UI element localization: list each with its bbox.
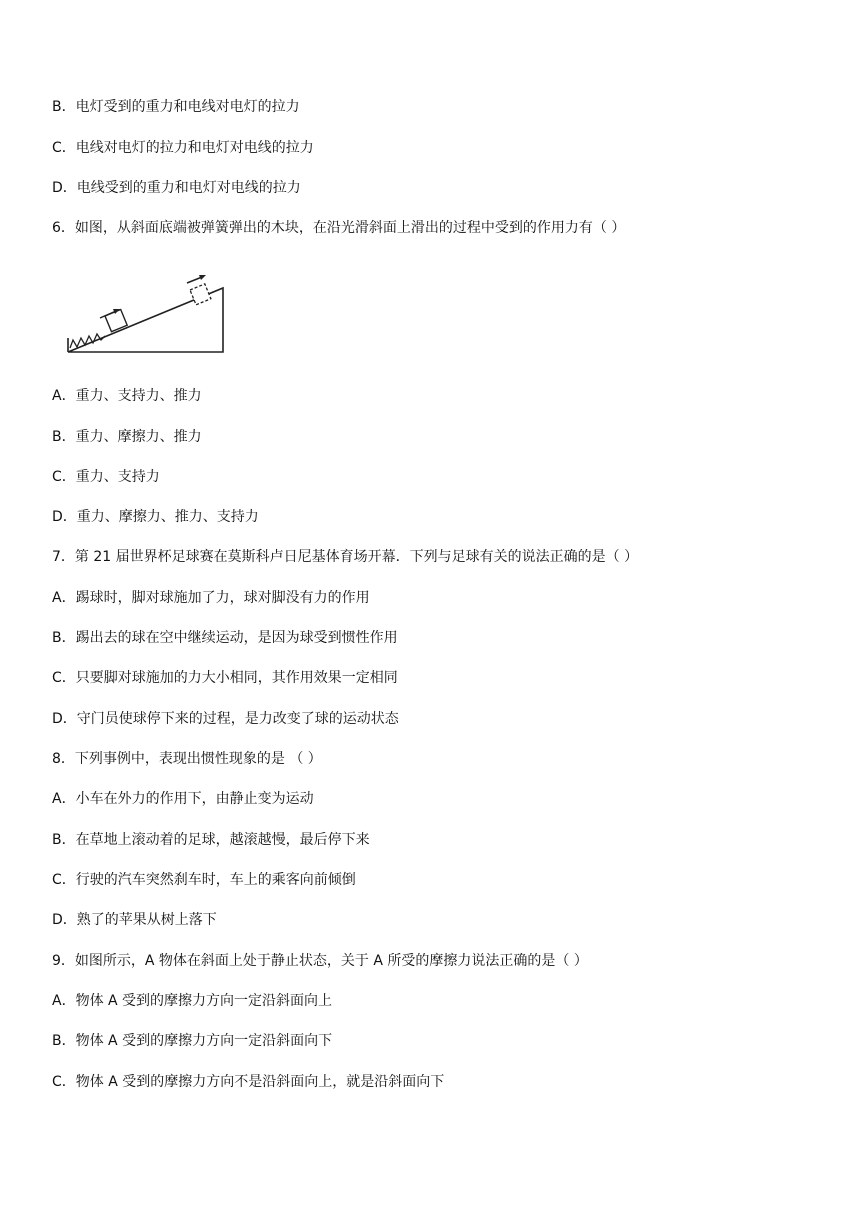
q7-option-c: C．只要脚对球施加的力大小相同，其作用效果一定相同 <box>52 670 398 686</box>
upper-block-dashed <box>190 284 211 305</box>
q6-option-b: B．重力、摩擦力、推力 <box>52 429 202 445</box>
q7-option-d: D．守门员使球停下来的过程，是力改变了球的运动状态 <box>52 711 399 727</box>
q8-option-a: A．小车在外力的作用下，由静止变为运动 <box>52 791 314 807</box>
q6-stem: 6．如图，从斜面底端被弹簧弹出的木块，在沿光滑斜面上滑出的过程中受到的作用力有（ ） <box>52 220 626 236</box>
q6-option-d: D．重力、摩擦力、推力、支持力 <box>52 509 259 525</box>
upper-block-arrow <box>187 275 206 283</box>
spring <box>70 334 105 348</box>
q5-option-c: C．电线对电灯的拉力和电灯对电线的拉力 <box>52 140 314 156</box>
q5-option-d: D．电线受到的重力和电灯对电线的拉力 <box>52 180 301 196</box>
q8-option-c: C．行驶的汽车突然刹车时，车上的乘客向前倾倒 <box>52 872 356 888</box>
q8-stem: 8．下列事例中，表现出惯性现象的是 （ ） <box>52 751 322 767</box>
incline-spring-block-figure <box>62 270 232 360</box>
q6-option-a: A．重力、支持力、推力 <box>52 388 202 404</box>
q9-option-b: B．物体 A 受到的摩擦力方向一定沿斜面向下 <box>52 1033 333 1049</box>
q8-option-b: B．在草地上滚动着的足球，越滚越慢，最后停下来 <box>52 832 370 848</box>
q7-stem: 7．第 21 届世界杯足球赛在莫斯科卢日尼基体育场开幕．下列与足球有关的说法正确的是（ ） <box>52 549 639 565</box>
q7-option-a: A．踢球时，脚对球施加了力，球对脚没有力的作用 <box>52 590 370 606</box>
q9-option-a: A．物体 A 受到的摩擦力方向一定沿斜面向上 <box>52 993 333 1009</box>
q9-stem: 9．如图所示，A 物体在斜面上处于静止状态，关于 A 所受的摩擦力说法正确的是（ ） <box>52 953 588 969</box>
q6-option-c: C．重力、支持力 <box>52 469 160 485</box>
q9-option-c: C．物体 A 受到的摩擦力方向不是沿斜面向上，就是沿斜面向下 <box>52 1074 445 1090</box>
q7-option-b: B．踢出去的球在空中继续运动，是因为球受到惯性作用 <box>52 630 398 646</box>
q8-option-d: D．熟了的苹果从树上落下 <box>52 912 217 928</box>
q5-option-b: B．电灯受到的重力和电线对电灯的拉力 <box>52 99 300 115</box>
